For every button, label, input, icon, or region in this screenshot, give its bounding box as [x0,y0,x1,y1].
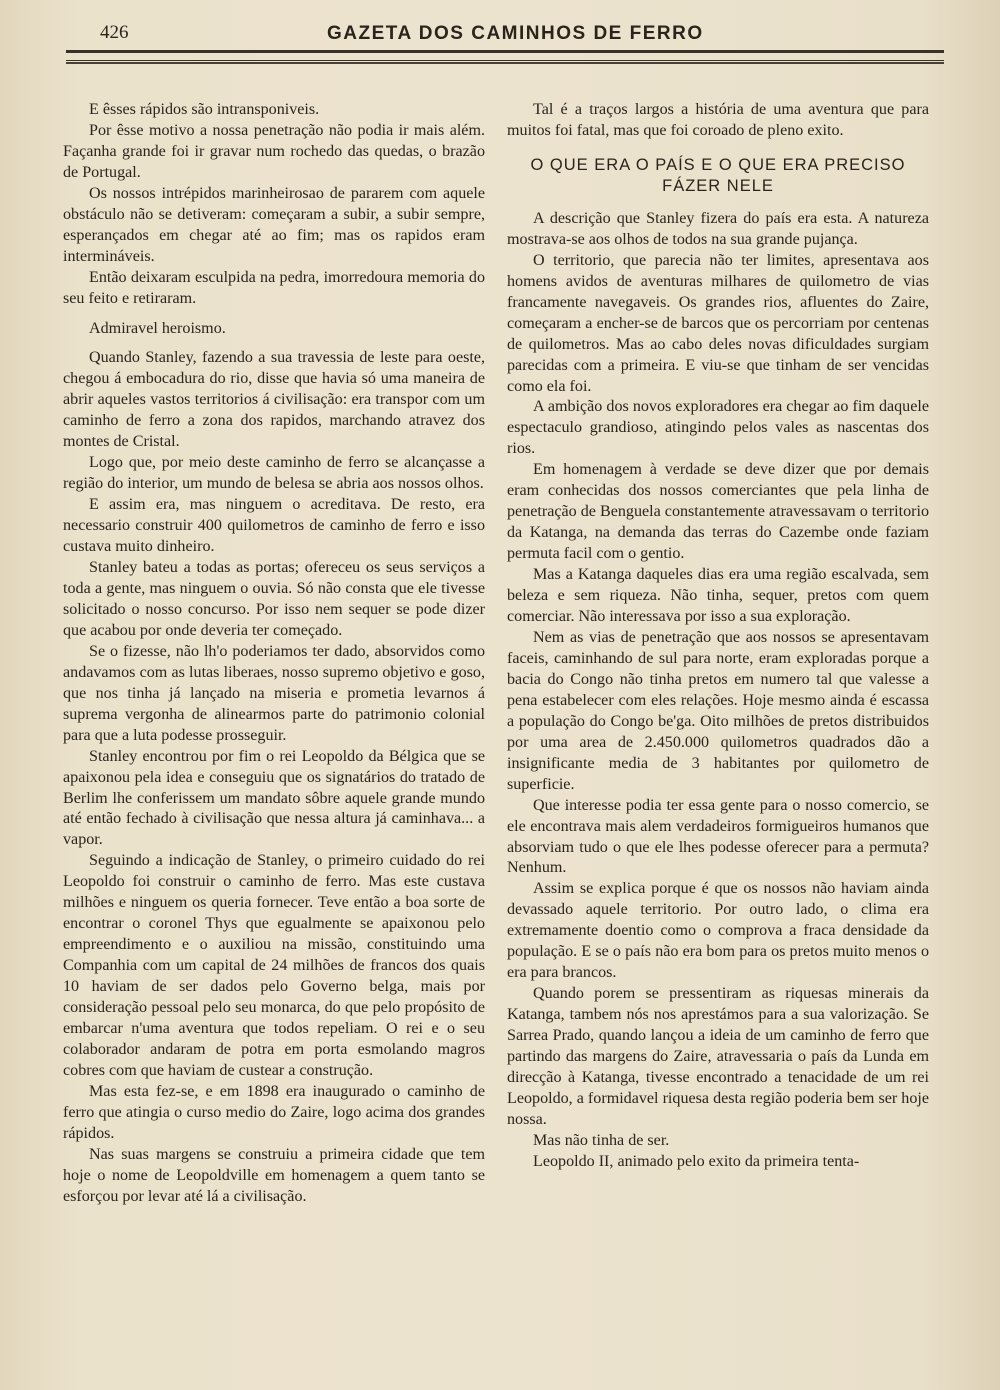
paragraph: Quando porem se pressentiram as riquesas minerais da Katanga, tambem nós nos aprestámos para a sua valorização. Se Sarrea Prado, quando lançou a ideia de um caminho de ferro que partindo das margens do Zaire, atravessaria o país da Lunda em direcção à Katanga, tivesse encontrado a tenacidade de um rei Leopoldo, a formidavel riquesa desta região poderia bem ser hoje nossa. [507,985,929,1128]
paragraph: O territorio, que parecia não ter limites, apresentava aos homens avidos de aventuras milhares de quilometro de vias francamente navegaveis. Os grandes rios, afluentes do Zaire, começaram a encher-se de barcos que os percorriam por centenas de quilometros. Mas ao cabo deles novas dificuldades surgiam parecidas com a primeira. E viu-se que tinham de ser vencidas como ela foi. [507,251,929,395]
paragraph: Os nossos intrépidos marinheirosao de pararem com aquele obstáculo não se detiveram: começaram a subir, a subir sempre, esperançados em chegar até ao fim; mas os rapidos eram intermináveis. [63,184,485,265]
paragraph: Assim se explica porque é que os nossos não haviam ainda devassado aquele territorio. Por outro lado, o clima era extremamente doentio como o comprova a fraca densidade da população. E se o país não era bom para os pretos muito menos o era para brancos. [507,880,929,982]
paragraph: Se o fizesse, não lh'o poderiamos ter dado, absorvidos como andavamos com as lutas liberaes, nosso supremo objetivo e goso, que nos tinha já lançado na miseria e prometia levarnos á suprema vergonha de alinearmos parte do patrimonio colonial para que a luta podesse prosseguir. [63,642,485,744]
section-heading: O QUE ERA O PAÍS E O QUE ERA PRECISO FÁZER NELE [530,155,906,195]
paragraph: Por êsse motivo a nossa penetração não podia ir mais além. Façanha grande foi ir gravar num rochedo das quedas, o brazão de Portugal. [63,121,485,181]
header-rule-thin [66,62,944,64]
intro-paragraph: Tal é a traços largos a história de uma aventura que para muitos foi fatal, mas que foi coroado de pleno exito. [507,101,929,139]
paragraph: Mas esta fez-se, e em 1898 era inaugurado o caminho de ferro que atingia o curso medio do Zaire, logo acima dos grandes rápidos. [63,1082,485,1142]
page-number: 426 [100,22,129,43]
paragraph: Mas a Katanga daqueles dias era uma região escalvada, sem beleza e sem riqueza. Não tinha, sequer, pretos com quem comerciar. Não interessava por isso a sua exploração. [507,566,929,626]
paragraph: Leopoldo II, animado pelo exito da primeira tenta- [533,1152,860,1170]
paragraph: Quando Stanley, fazendo a sua travessia de leste para oeste, chegou á embocadura do rio, disse que havia só uma maneira de abrir aqueles vastos territorios á civilisação: era transpor com um caminho de ferro a zona dos rapidos, marchando atravez dos montes de Cristal. [63,349,485,451]
page-header [62,22,942,48]
paragraph: Nem as vias de penetração que aos nossos se apresentavam faceis, caminhando de sul para norte, eram exploradas porque a bacia do Congo não tinha pretos em numero tal que valesse a pena estabelecer com eles relações. Hoje mesmo ainda é escassa a população do Congo be'ga. Oito milhões de pretos distribuidos por uma area de 2.450.000 quilometros quadrados dão a insignificante media de 3 habitantes por quilometro de superficie. [507,628,929,793]
paragraph: Logo que, por meio deste caminho de ferro se alcançasse a região do interior, um mundo de belesa se abria aos nossos olhos. [63,454,485,493]
journal-title: GAZETA DOS CAMINHOS DE FERRO [327,23,704,44]
paragraph: Que interesse podia ter essa gente para o nosso comercio, se ele encontrava mais alem verdadeiros formigueiros humanos que absorviam tudo o que ele lhes podesse oferecer para a permuta? Nenhum. [507,796,929,877]
paragraph: Nas suas margens se construiu a primeira cidade que tem hoje o nome de Leopoldville em homenagem a quem tanto se esforçou por levar até lá a civilisação. [63,1145,485,1205]
paragraph: Stanley encontrou por fim o rei Leopoldo da Bélgica que se apaixonou pela idea e conseguiu que os signatários do tratado de Berlim lhe conferissem um mandato sôbre aquele grande mundo até então fechado à civilisação que nessa altura já caminhava... a vapor. [63,747,485,849]
paragraph: Em homenagem à verdade se deve dizer que por demais eram conhecidas dos nossos comerciantes que pela linha de penetração de Benguela constantemente atravessavam o territorio da Katanga, na demanda das terras do Cazembe onde faziam permuta facil com o gentio. [507,461,929,563]
paragraph: Admiravel heroismo. [89,319,226,337]
paragraph: A ambição dos novos exploradores era chegar ao fim daquele espectaculo grandioso, atingindo pelos vales as nascentas dos rios. [507,398,929,458]
paragraph: Então deixaram esculpida na pedra, imorredoura memoria do seu feito e retiraram. [63,268,485,307]
right-column [507,100,929,1173]
paragraph: E êsses rápidos são intransponiveis. [89,101,320,118]
paragraph: Mas não tinha de ser. [533,1131,670,1149]
left-column [63,100,485,1208]
paragraph: Stanley bateu a todas as portas; ofereceu os seus serviços a toda a gente, mas ninguem o ouvia. Só não consta que ele tivesse solicitado o nosso concurso. Por isso nem sequer se pode dizer que acabou por onde deveria ter começado. [63,559,485,639]
header-rule [66,50,944,61]
paragraph: E assim era, mas ninguem o acreditava. De resto, era necessario construir 400 quilometros de caminho de ferro e isso custava muito dinheiro. [63,496,485,556]
paragraph: A descrição que Stanley fizera do país era esta. A natureza mostrava-se aos olhos de todos na sua grande pujança. [507,209,929,248]
paragraph: Seguindo a indicação de Stanley, o primeiro cuidado do rei Leopoldo foi construir o caminho de ferro. Mas este custava milhões e ninguem os queria fornecer. Teve então a boa sorte de encontrar o coronel Thys que egualmente se apaixonou pelo empreendimento e o auxiliou na missão, constituindo uma Companhia com um capital de 24 milhões de francos dos quais 10 haviam de ser dados pelo Governo belga, mais por consideração pessoal pelo seu monarca, do que pelo propósito de embarcar n'uma aventura que todos repeliam. O rei e o seu colaborador andaram de potra em porta esmolando magros cobres com que haviam de custear a construção. [63,852,485,1079]
